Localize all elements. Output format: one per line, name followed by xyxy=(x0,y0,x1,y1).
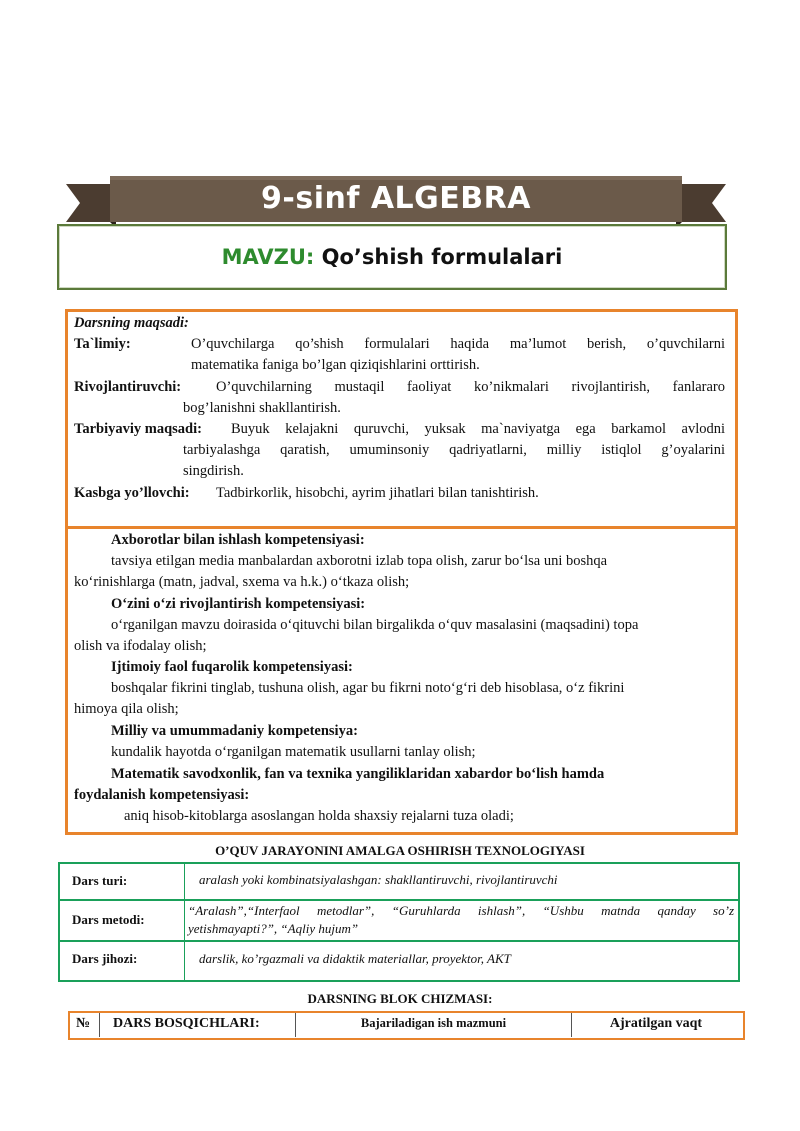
blok-col-time: Ajratilgan vaqt xyxy=(609,1016,703,1031)
comp3-line2: himoya qila olish; xyxy=(74,701,179,717)
comp4-title: Milliy va umummadaniy kompetensiya: xyxy=(111,723,358,739)
tarbiya-label: Tarbiyaviy maqsadi: xyxy=(74,421,202,437)
comp1-line2: ko‘rinishlarga (matn, jadval, sxema va h.k.) o‘tkaza olish; xyxy=(74,574,410,590)
topic-box xyxy=(57,224,727,290)
talimiy-line2: matematika faniga bo’lgan qiziqishlarini orttirish. xyxy=(191,357,480,373)
comp3-title: Ijtimoiy faol fuqarolik kompetensiyasi: xyxy=(111,659,353,675)
comp2-line2: olish va ifodalay olish; xyxy=(74,638,207,654)
tech-row-divider xyxy=(58,940,738,942)
banner-title: 9-sinf ALGEBRA xyxy=(261,181,531,216)
talimiy-label: Ta`limiy: xyxy=(74,336,131,352)
kasb-text: Tadbirkorlik, hisobchi, ayrim jihatlari bilan tanishtirish. xyxy=(216,485,539,501)
comp1-title: Axborotlar bilan ishlash kompetensiyasi: xyxy=(111,532,365,548)
comp2-line1: o‘rganilgan mavzu doirasida o‘qituvchi bilan birgalikda o‘quv masalasini (maqsadini) topa xyxy=(111,617,639,633)
dars-jihozi-label: Dars jihozi: xyxy=(72,951,138,966)
kasb-label: Kasbga yo’llovchi: xyxy=(74,485,190,501)
blok-col-num: № xyxy=(76,1016,91,1031)
goals-divider xyxy=(65,526,735,529)
topic-heading xyxy=(59,226,725,288)
dars-metodi-value-line1: “Aralash”,“Interfaol metodlar”, “Guruhlarda ishlash”, “Ushbu matnda qanday so’z xyxy=(188,903,734,918)
blok-col-stages: DARS BOSQICHLARI: xyxy=(113,1016,260,1031)
tarbiya-line1: Buyuk kelajakni quruvchi, yuksak ma`naviyatga ega barkamol avlodni xyxy=(231,421,725,437)
dars-metodi-label: Dars metodi: xyxy=(72,912,145,927)
tech-row-divider xyxy=(58,899,738,901)
comp3-line1: boshqalar fikrini tinglab, tushuna olish, agar bu fikrni noto‘g‘ri deb hisoblasa, o‘z fikrini xyxy=(111,680,625,696)
comp4-line1: kundalik hayotda o‘rganilgan matematik usullarni tanlay olish; xyxy=(111,744,476,760)
goals-heading: Darsning maqsadi: xyxy=(74,315,189,331)
tech-col-divider xyxy=(184,864,185,980)
talimiy-line1: O’quvchilarga qo’shish formulalari haqida ma’lumot berish, o’quvchilarni xyxy=(191,336,725,352)
comp5-title-line2: foydalanish kompetensiyasi: xyxy=(74,787,250,803)
blok-col-divider xyxy=(99,1013,100,1037)
rivoj-label: Rivojlantiruvchi: xyxy=(74,379,182,395)
rivoj-line1: O’quvchilarning mustaqil faoliyat ko’nikmalari rivojlantirish, fanlararo xyxy=(216,379,725,395)
topic-text: Qo’shish formulalari xyxy=(321,245,563,269)
comp2-title: O‘zini o‘zi rivojlantirish kompetensiyasi: xyxy=(111,596,366,612)
dars-jihozi-value: darslik, ko’rgazmali va didaktik materiallar, proyektor, AKT xyxy=(199,951,511,966)
blok-col-content: Bajariladigan ish mazmuni xyxy=(360,1016,507,1030)
dars-turi-label: Dars turi: xyxy=(72,873,128,888)
tarbiya-line3: singdirish. xyxy=(183,463,244,479)
dars-turi-value: aralash yoki kombinatsiyalashgan: shakllantiruvchi, rivojlantiruvchi xyxy=(199,872,558,887)
tarbiya-line2: tarbiyalashga qaratish, umuminsoniy qadriyatlarni, milliy istiqlol g’oyalarini xyxy=(183,442,725,458)
comp5-line1: aniq hisob-kitoblarga asoslangan holda shaxsiy rejalarni tuza oladi; xyxy=(124,808,514,824)
topic-label: MAVZU: xyxy=(221,245,315,269)
blok-title: DARSNING BLOK CHIZMASI: xyxy=(307,991,493,1006)
comp5-title-line1: Matematik savodxonlik, fan va texnika yangiliklaridan xabardor bo‘lish hamda xyxy=(111,766,605,782)
tech-title: O’QUV JARAYONINI AMALGA OSHIRISH TEXNOLOGIYASI xyxy=(215,843,585,858)
title-banner xyxy=(66,176,726,228)
comp1-line1: tavsiya etilgan media manbalardan axborotni izlab topa olish, zarur bo‘lsa uni boshqa xyxy=(111,553,608,569)
rivoj-line2: bog’lanishni shakllantirish. xyxy=(183,400,341,416)
dars-metodi-value-line2: yetishmayapti?”, “Aqliy hujum” xyxy=(188,921,359,936)
